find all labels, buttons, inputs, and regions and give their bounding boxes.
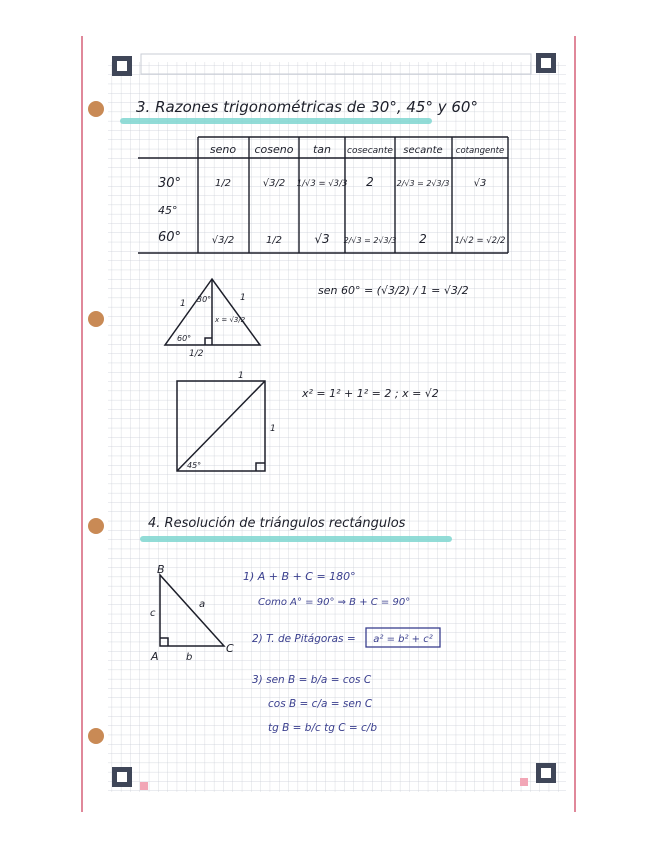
row-label-45: 45° (158, 204, 178, 217)
square-side-right: 1 (270, 424, 276, 434)
section3-title: 3. Razones trigonométricas de 30°, 45° y 60° (136, 98, 478, 116)
vertex-B: B (157, 563, 165, 576)
tri-height-label: x = √3/2 (215, 316, 246, 324)
cell-60-tan: √3 (314, 232, 330, 246)
cell-30-csc: 2 (366, 175, 374, 189)
row-label-30: 30° (158, 176, 182, 191)
vertex-C: C (226, 642, 234, 655)
section4-highlight (140, 536, 452, 542)
vertex-A: A (151, 650, 159, 663)
row-label-60: 60° (158, 230, 182, 245)
step3b-text: cos B = c/a = sen C (268, 698, 373, 710)
header-cotangente: cotangente (455, 146, 505, 156)
binder-hole-3 (88, 518, 104, 534)
cell-30-sen: 1/2 (214, 178, 232, 189)
cell-60-cos: 1/2 (265, 235, 283, 246)
header-tan: tan (312, 143, 332, 156)
binder-hole-1 (88, 101, 104, 117)
tri-base-label: 1/2 (189, 349, 204, 359)
header-coseno: coseno (254, 143, 294, 156)
section4-title: 4. Resolución de triángulos rectángulos (148, 516, 406, 531)
sen60-equation: sen 60° = (√3/2) / 1 = √3/2 (318, 284, 469, 297)
step3c-text: tg B = b/c tg C = c/b (268, 722, 378, 734)
side-c: c (150, 608, 156, 619)
header-seno: seno (209, 143, 237, 156)
pink-mark-left (140, 782, 148, 790)
cell-30-cot: √3 (473, 178, 487, 189)
pink-mark-right (520, 778, 528, 786)
step1b-text: Como A° = 90° ⇒ B + C = 90° (258, 597, 411, 608)
step1-text: 1) A + B + C = 180° (243, 570, 356, 583)
cell-60-sec: 2 (419, 232, 427, 246)
cell-30-sec: 2/√3 = 2√3/3 (396, 179, 450, 188)
step3-text: 3) sen B = b/a = cos C (252, 674, 372, 686)
corner-mark-top-left (112, 56, 132, 76)
step2-boxed-text: a² = b² + c² (373, 634, 433, 645)
cell-60-sen: √3/2 (211, 235, 235, 246)
square-angle: 45° (187, 461, 202, 470)
side-a: a (199, 599, 206, 610)
section3-highlight (120, 118, 432, 124)
step2-text: 2) T. de Pitágoras = (252, 633, 356, 645)
tri-angle-bottom: 60° (177, 334, 192, 343)
corner-mark-bottom-right (536, 763, 556, 783)
tri-angle-top: 30° (197, 295, 212, 304)
square-side-top: 1 (238, 371, 244, 381)
pythagoras-equation: x² = 1² + 1² = 2 ; x = √2 (302, 387, 439, 400)
corner-mark-top-right (536, 53, 556, 73)
header-cosecante: cosecante (347, 146, 393, 156)
tri-side-right: 1 (240, 293, 246, 303)
header-secante: secante (403, 145, 443, 156)
cell-60-csc: 2/√3 = 2√3/3 (343, 236, 397, 245)
tri-side-left: 1 (180, 299, 186, 309)
binder-hole-4 (88, 728, 104, 744)
cell-60-cot: 1/√2 = √2/2 (454, 236, 506, 246)
cell-30-tan: 1/√3 = √3/3 (296, 179, 348, 189)
side-b: b (186, 652, 193, 663)
cell-30-cos: √3/2 (262, 178, 286, 189)
binder-hole-2 (88, 311, 104, 327)
corner-mark-bottom-left (112, 767, 132, 787)
